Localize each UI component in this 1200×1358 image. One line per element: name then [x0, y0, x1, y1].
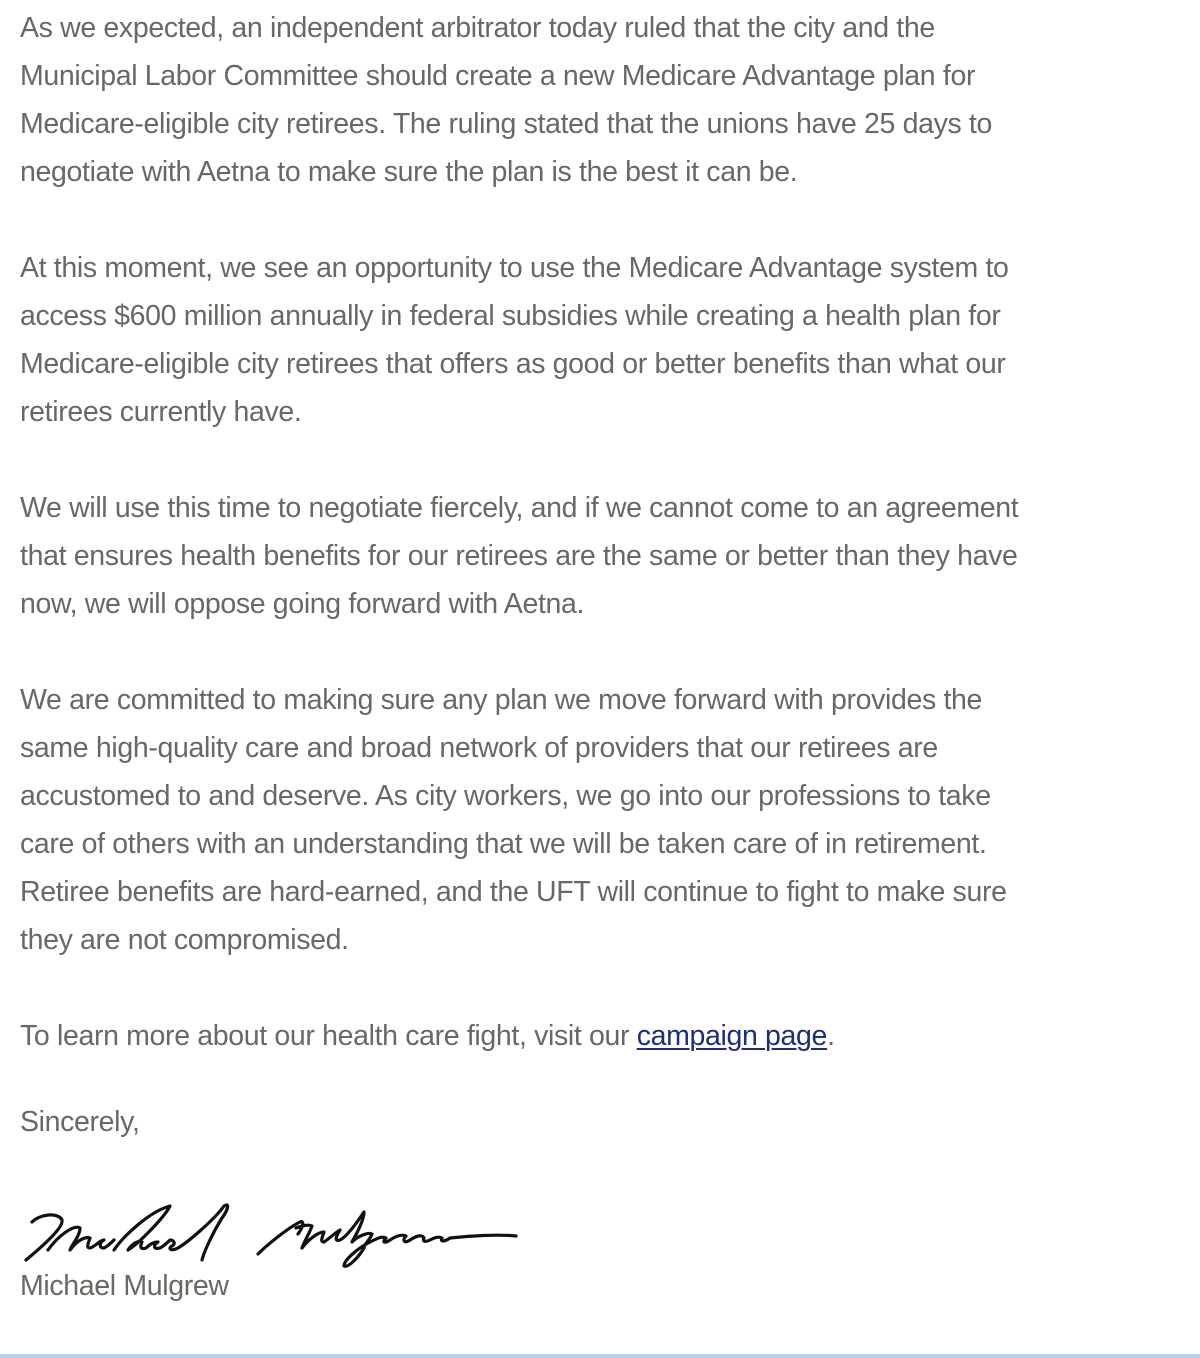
- text-line: At this moment, we see an opportunity to use the Medicare Advantage system to: [20, 252, 1009, 284]
- text-line: now, we will oppose going forward with Aetna.: [20, 588, 585, 620]
- text-line: Medicare-eligible city retirees that offers as good or better benefits than what our: [20, 348, 1006, 380]
- text-line: accustomed to and deserve. As city workers, we go into our professions to take: [20, 780, 991, 812]
- paragraph-opportunity: [20, 244, 1009, 436]
- paragraph-arbitrator-ruling: [20, 4, 992, 196]
- text-line: Medicare-eligible city retirees. The ruling stated that the unions have 25 days to: [20, 108, 993, 140]
- signature-icon: [18, 1198, 528, 1274]
- text-line: We will use this time to negotiate fiercely, and if we cannot come to an agreement: [20, 492, 1019, 524]
- text-line: As we expected, an independent arbitrator today ruled that the city and the: [20, 12, 935, 44]
- signature-stroke-first-name: [26, 1205, 228, 1260]
- paragraph-learn-more: [20, 1012, 835, 1060]
- signer-name: Michael Mulgrew: [20, 1270, 229, 1302]
- text-line: Retiree benefits are hard-earned, and the UFT will continue to fight to make sure: [20, 876, 1007, 908]
- text-line: they are not compromised.: [20, 924, 349, 956]
- signature-stroke-last-name: [258, 1212, 516, 1266]
- closing-salutation: Sincerely,: [20, 1106, 140, 1138]
- paragraph-negotiation: [20, 484, 1018, 628]
- text-line: retirees currently have.: [20, 396, 302, 428]
- text-line: care of others with an understanding that we will be taken care of in retirement.: [20, 828, 987, 860]
- text-line: negotiate with Aetna to make sure the plan is the best it can be.: [20, 156, 798, 188]
- text-line: We are committed to making sure any plan we move forward with provides the: [20, 684, 983, 716]
- text-line: Municipal Labor Committee should create a new Medicare Advantage plan for: [20, 60, 976, 92]
- text-line: that ensures health benefits for our retirees are the same or better than they have: [20, 540, 1018, 572]
- learn-more-suffix: .: [827, 1020, 835, 1052]
- learn-more-text: To learn more about our health care fight, visit our: [20, 1020, 637, 1052]
- text-line: same high-quality care and broad network of providers that our retirees are: [20, 732, 938, 764]
- paragraph-commitment: [20, 676, 1007, 964]
- text-line: access $600 million annually in federal subsidies while creating a health plan for: [20, 300, 1001, 332]
- campaign-page-link[interactable]: campaign page: [636, 1020, 828, 1052]
- bottom-divider: [0, 1354, 1200, 1358]
